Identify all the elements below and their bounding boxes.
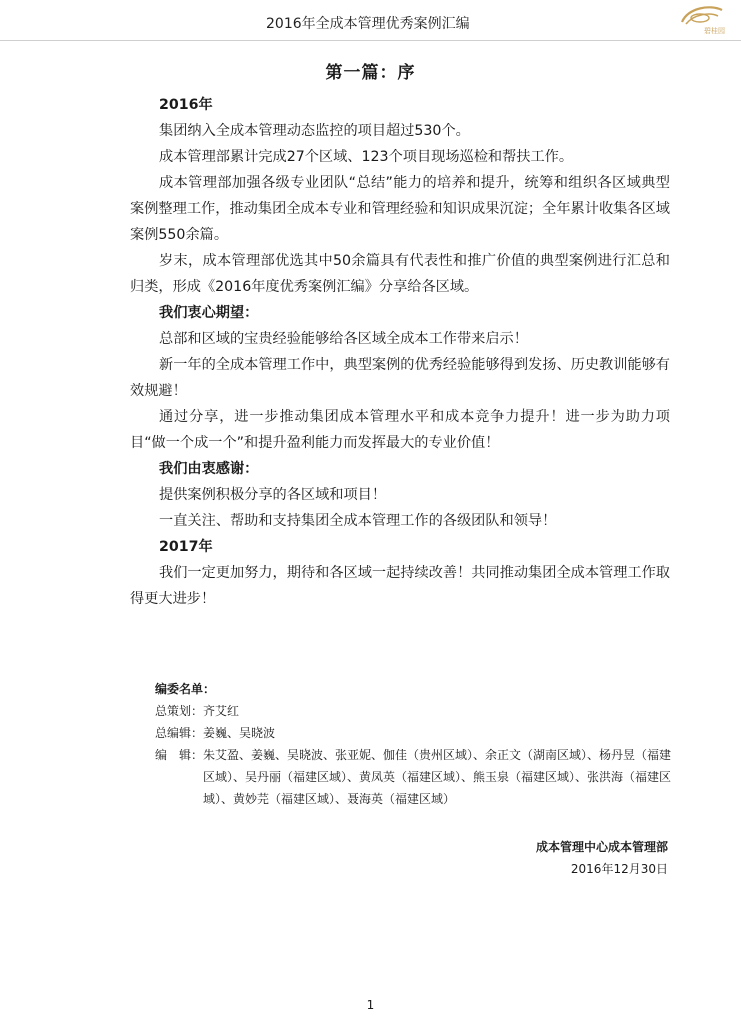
signature-date: 2016年12月30日: [570, 862, 668, 876]
svg-text:碧桂园: 碧桂园: [704, 27, 725, 35]
editorial-board: [155, 678, 675, 810]
signature-block: [536, 836, 668, 880]
planner-label: 总策划：: [155, 704, 204, 718]
planner-name: 齐艾红: [203, 704, 240, 718]
planner-row: [155, 700, 675, 722]
editors-label: 编 辑：: [155, 748, 204, 762]
chief-editor-label: 总编辑：: [155, 726, 204, 740]
chief-editor-names: 姜巍、吴晓波: [203, 726, 276, 740]
editorial-board-heading: 编委名单：: [155, 682, 216, 696]
section-heading: 我们由衷感谢：: [159, 461, 259, 477]
paragraph: 新一年的全成本管理工作中，典型案例的优秀经验能够得到发扬、历史教训能够有效规避！: [130, 357, 670, 399]
editors-names: 朱艾盈、姜巍、吴晓波、张亚妮、伽佳（贵州区域）、余正文（湖南区域）、杨丹昱（福建区域）、吴丹丽（福建区域）、黄凤英（福建区域）、熊玉泉（福建区域）、张洪海（福建区域）、黄妙芫（福建区域）、聂海英（福建区域）: [203, 748, 672, 806]
paragraph: 一直关注、帮助和支持集团全成本管理工作的各级团队和领导！: [159, 513, 557, 529]
paragraph: 我们一定更加努力，期待和各区域一起持续改善！共同推动集团全成本管理工作取得更大进步！: [130, 565, 670, 607]
section-heading: 2017年: [159, 539, 213, 555]
paragraph: 岁末，成本管理部优选其中50余篇具有代表性和推广价值的典型案例进行汇总和归类，形成《2016年度优秀案例汇编》分享给各区域。: [130, 253, 670, 295]
signature-department: 成本管理中心成本管理部: [535, 840, 668, 854]
editors-row: [155, 744, 675, 810]
paragraph: 总部和区域的宝贵经验能够给各区域全成本工作带来启示！: [159, 331, 528, 347]
paragraph: 提供案例积极分享的各区域和项目！: [159, 487, 387, 503]
page-header: [0, 0, 741, 41]
company-logo: [676, 2, 726, 36]
paragraph: 成本管理部加强各级专业团队“总结”能力的培养和提升，统筹和组织各区域典型案例整理工作，推动集团全成本专业和管理经验和知识成果沉淀；全年累计收集各区域案例550余篇。: [130, 175, 670, 243]
header-title: 2016年全成本管理优秀案例汇编: [266, 16, 470, 32]
chief-editor-row: [155, 722, 675, 744]
preface-body: [130, 92, 670, 612]
paragraph: 通过分享，进一步推动集团成本管理水平和成本竞争力提升！进一步为助力项目“做一个成一个”和提升盈利能力而发挥最大的专业价值！: [130, 409, 670, 451]
page-number: 1: [366, 998, 375, 1012]
paragraph: 集团纳入全成本管理动态监控的项目超过530个。: [159, 123, 470, 139]
paragraph: 成本管理部累计完成27个区域、123个项目现场巡检和帮扶工作。: [159, 149, 574, 165]
page-title: 第一篇：序: [325, 63, 416, 83]
section-heading: 我们衷心期望：: [159, 305, 259, 321]
section-heading: 2016年: [159, 97, 213, 113]
